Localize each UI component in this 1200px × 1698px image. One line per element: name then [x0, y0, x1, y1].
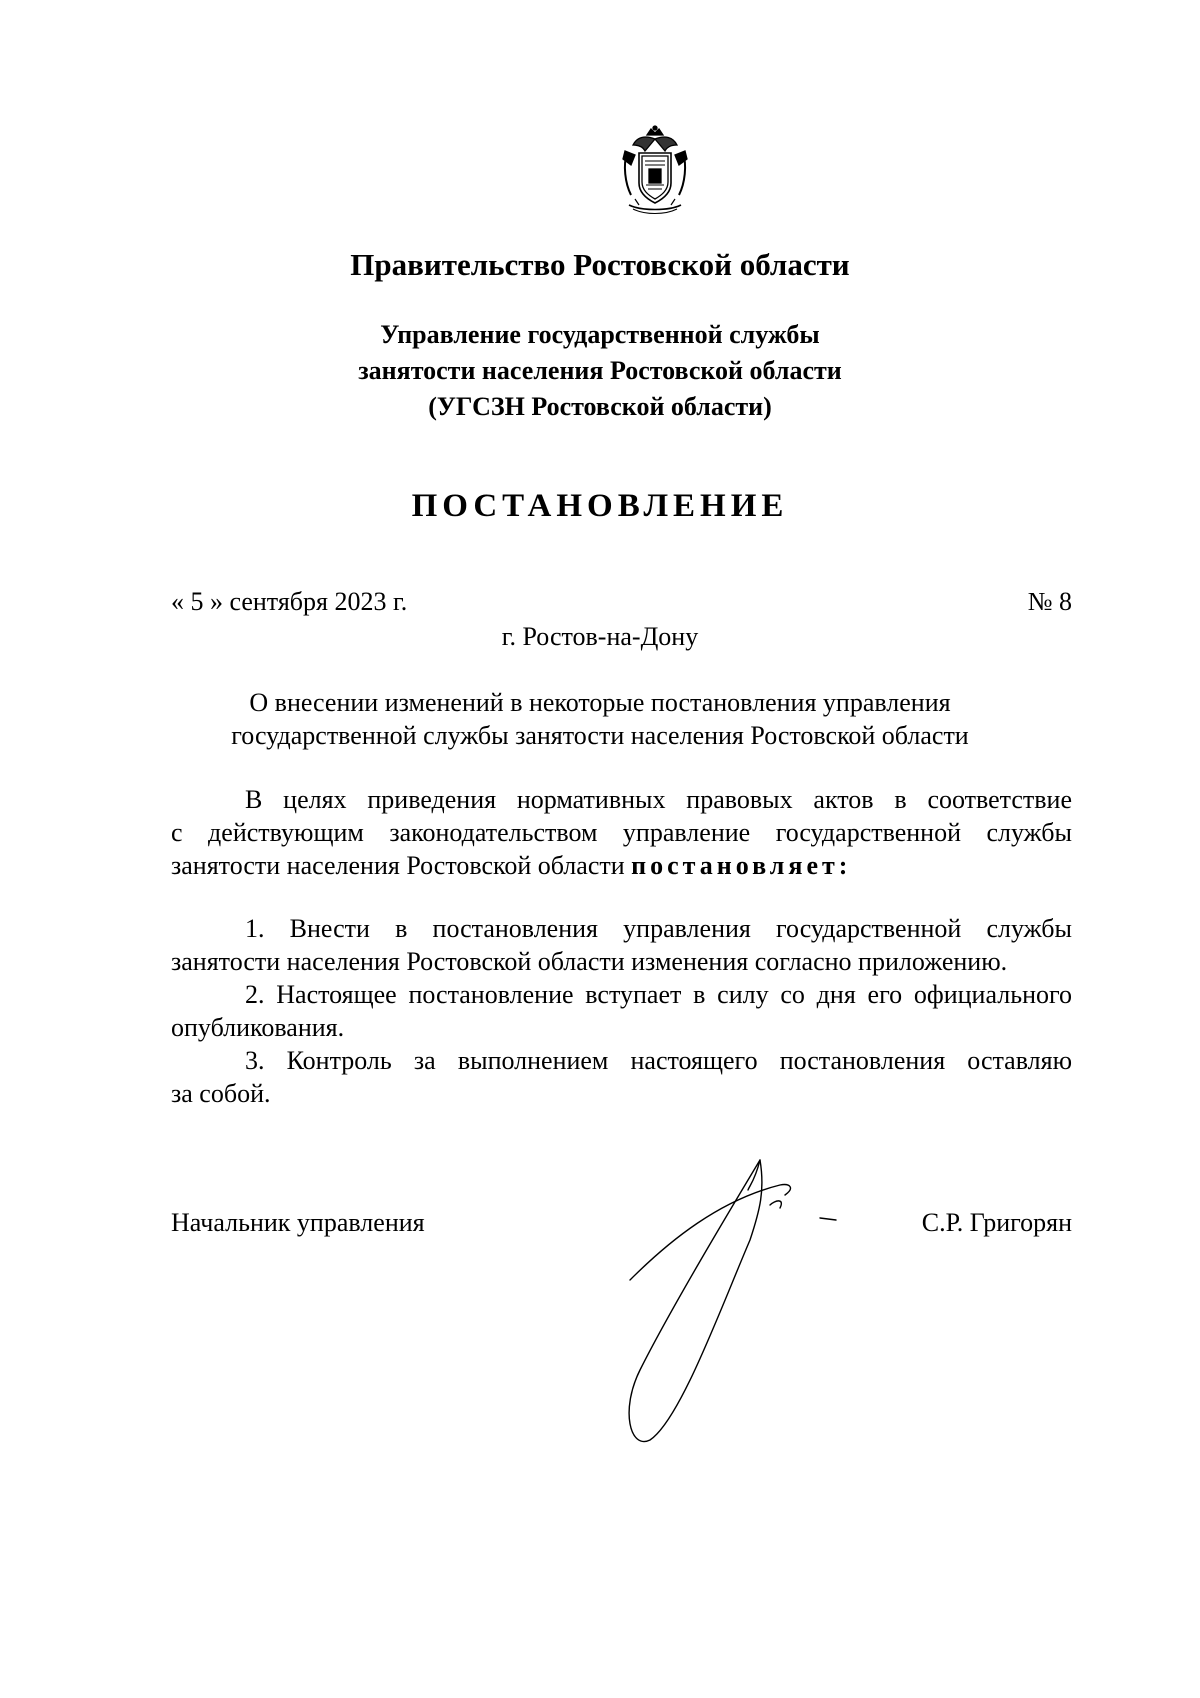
preamble-line-3: [171, 849, 1072, 882]
department-abbreviation: (УГСЗН Ростовской области): [428, 392, 772, 421]
preamble-line-1: В целях приведения нормативных правовых актов в соответствие: [245, 785, 1072, 814]
coat-of-arms-icon: [615, 125, 695, 217]
item-3-line-2: за собой.: [171, 1079, 271, 1108]
item-1-line-1: 1. Внести в постановления управления государственной службы: [245, 914, 1072, 943]
preamble-line-2: с действующим законодательством управление государственной службы: [171, 818, 1072, 847]
resolves-emphasis: постановляет:: [631, 851, 852, 880]
signatory-name: С.Р. Григорян: [921, 1208, 1072, 1237]
subject-line-2: государственной службы занятости населения Ростовской области: [231, 721, 969, 750]
subject-line-1: О внесении изменений в некоторые постановления управления: [249, 688, 951, 717]
department-name-line-2: занятости населения Ростовской области: [358, 356, 842, 385]
document-date: « 5 » сентября 2023 г.: [171, 587, 408, 616]
government-title: Правительство Ростовской области: [350, 247, 850, 282]
document-type-heading: ПОСТАНОВЛЕНИЕ: [411, 488, 789, 524]
signatory-title: Начальник управления: [171, 1208, 425, 1237]
item-3-line-1: 3. Контроль за выполнением настоящего постановления оставляю: [245, 1046, 1072, 1075]
resolution-items: [171, 912, 1072, 1110]
department-name-line-1: Управление государственной службы: [380, 320, 820, 349]
document-number: № 8: [1027, 587, 1072, 616]
document-city: г. Ростов-на-Дону: [501, 622, 699, 651]
item-2-line-2: опубликования.: [171, 1013, 345, 1042]
handwritten-signature-icon: [610, 1150, 840, 1450]
item-2-line-1: 2. Настоящее постановление вступает в силу со дня его официального: [245, 980, 1072, 1009]
preamble-line-3-text: занятости населения Ростовской области: [171, 851, 632, 880]
preamble-paragraph: [171, 783, 1072, 882]
item-1-line-2: занятости населения Ростовской области изменения согласно приложению.: [171, 947, 1008, 976]
